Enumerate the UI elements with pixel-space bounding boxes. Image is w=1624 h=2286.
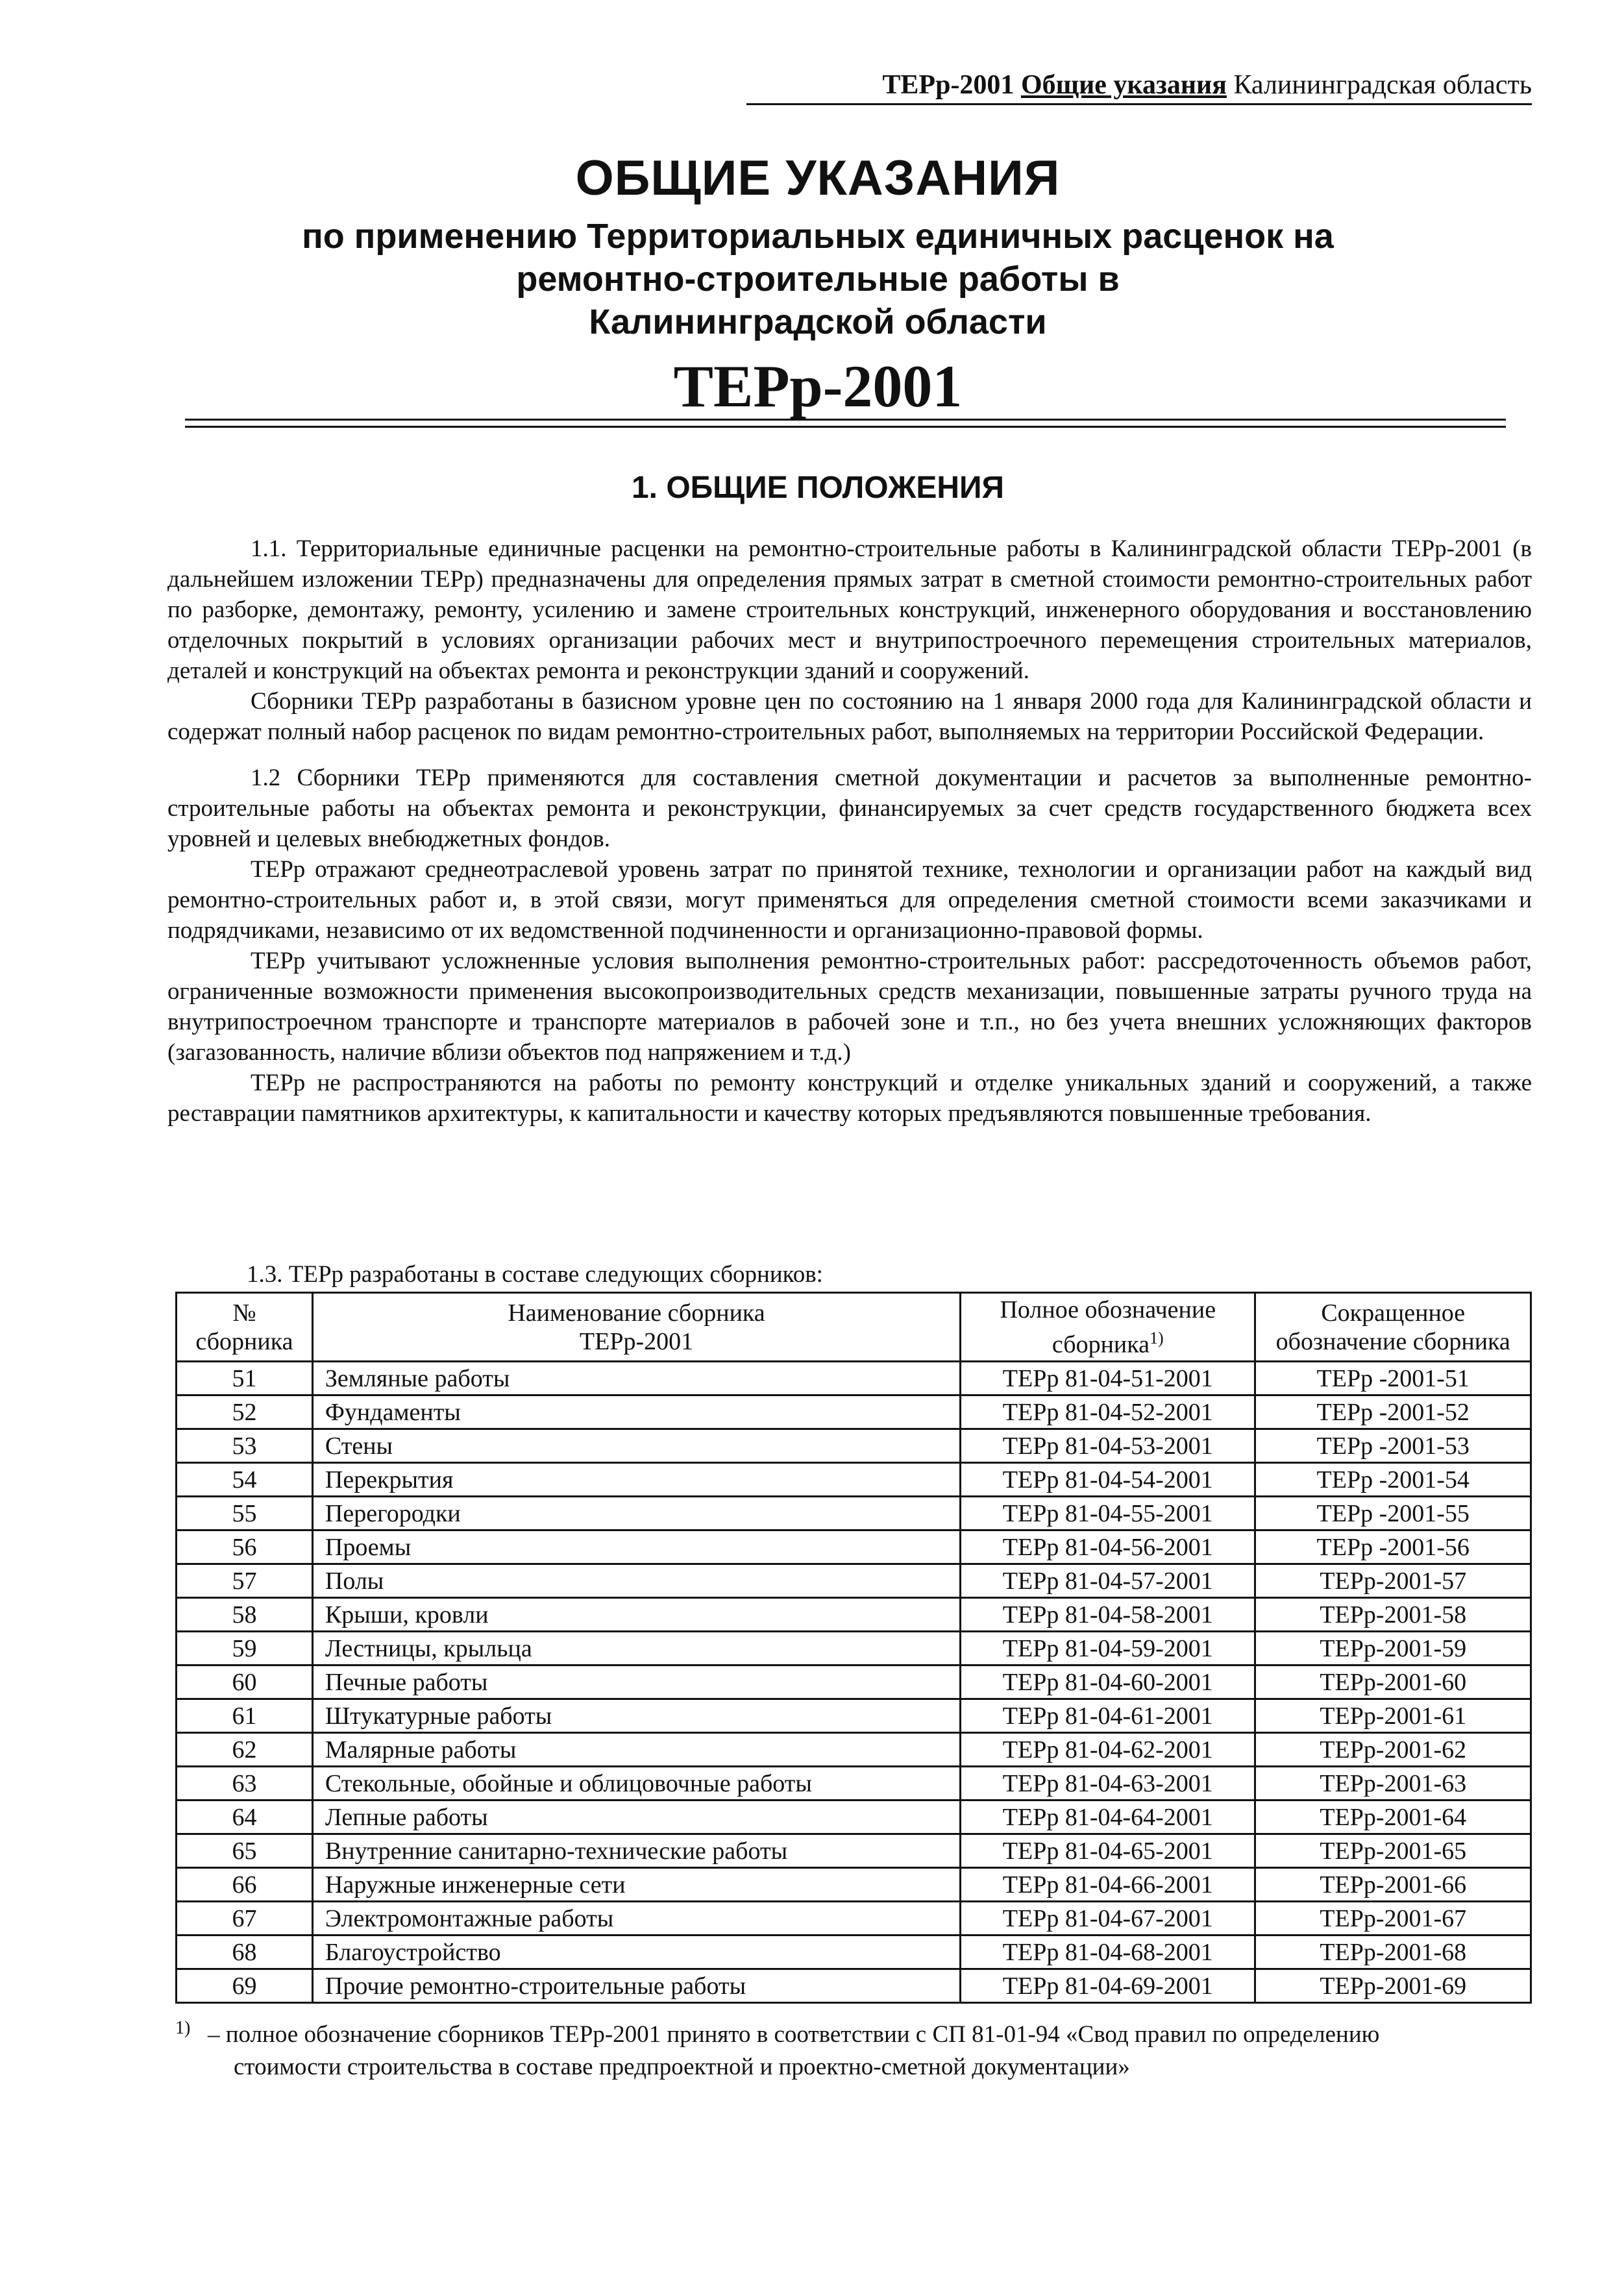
cell-name: Наружные инженерные сети — [312, 1867, 960, 1901]
cell-short-designation: ТЕРр-2001-62 — [1255, 1732, 1531, 1766]
cell-full-designation: ТЕРр 81-04-66-2001 — [961, 1867, 1255, 1901]
cell-full-designation: ТЕРр 81-04-60-2001 — [961, 1665, 1255, 1699]
table-row — [177, 1429, 1531, 1462]
cell-number: 52 — [177, 1395, 313, 1429]
cell-short-designation: ТЕРр -2001-55 — [1255, 1496, 1531, 1530]
cell-short-designation: ТЕРр-2001-69 — [1255, 1969, 1531, 2002]
cell-name: Перегородки — [312, 1496, 960, 1530]
cell-name: Фундаменты — [312, 1395, 960, 1429]
cell-name: Электромонтажные работы — [312, 1901, 960, 1935]
paragraph-1-1-b: Сборники ТЕРр разработаны в базисном уровне цен по состоянию на 1 января 2000 года для Калининградской области и содержат полный набор расценок по видам ремонтно-строительных работ, выполняемых на территории Российской Федерации. — [167, 688, 1532, 745]
cell-short-designation: ТЕРр-2001-61 — [1255, 1699, 1531, 1732]
cell-number: 66 — [177, 1867, 313, 1901]
document-code: ТЕРр-2001 — [673, 353, 963, 419]
table-row — [177, 1867, 1531, 1901]
table-row — [177, 1395, 1531, 1429]
table-row — [177, 1699, 1531, 1732]
cell-full-designation: ТЕРр 81-04-54-2001 — [961, 1462, 1255, 1496]
document-subtitle-line-2: ремонтно-строительные работы в — [516, 260, 1120, 299]
cell-number: 58 — [177, 1597, 313, 1631]
header-number: № сборника — [177, 1293, 313, 1362]
cell-full-designation: ТЕРр 81-04-55-2001 — [961, 1496, 1255, 1530]
table-row — [177, 1766, 1531, 1800]
table-row — [177, 1901, 1531, 1935]
paragraph-1-2-d: ТЕРр не распространяются на работы по ремонту конструкций и отделке уникальных зданий и сооружений, а также реставрации памятников архитектуры, к капитальности и качеству которых предъявляются повышенные требования. — [167, 1070, 1532, 1127]
document-title: ОБЩИЕ УКАЗАНИЯ — [575, 151, 1061, 206]
cell-short-designation: ТЕРр-2001-63 — [1255, 1766, 1531, 1800]
cell-number: 54 — [177, 1462, 313, 1496]
header-region: Калининградская область — [1233, 70, 1532, 100]
cell-name: Земляные работы — [312, 1361, 960, 1395]
footnote-mark: 1) — [175, 2018, 191, 2038]
cell-full-designation: ТЕРр 81-04-59-2001 — [961, 1631, 1255, 1665]
cell-name: Внутренние санитарно-технические работы — [312, 1834, 960, 1867]
footnote — [175, 2019, 1532, 2083]
cell-name: Лепные работы — [312, 1800, 960, 1834]
cell-full-designation: ТЕРр 81-04-65-2001 — [961, 1834, 1255, 1867]
cell-short-designation: ТЕРр -2001-52 — [1255, 1395, 1531, 1429]
cell-number: 61 — [177, 1699, 313, 1732]
cell-number: 63 — [177, 1766, 313, 1800]
table-row — [177, 1969, 1531, 2002]
paragraph-1-2: 1.2 Сборники ТЕРр применяются для составления сметной документации и расчетов за выполненные ремонтно-строительные работы на объектах ремонта и реконструкции, финансируемых за счет средств государственного бюджета всех уровней и целевых внебюджетных фондов. — [167, 765, 1532, 852]
cell-number: 60 — [177, 1665, 313, 1699]
cell-short-designation: ТЕРр -2001-54 — [1255, 1462, 1531, 1496]
cell-name: Штукатурные работы — [312, 1699, 960, 1732]
cell-full-designation: ТЕРр 81-04-69-2001 — [961, 1969, 1255, 2002]
cell-name: Лестницы, крыльца — [312, 1631, 960, 1665]
cell-number: 64 — [177, 1800, 313, 1834]
cell-full-designation: ТЕРр 81-04-64-2001 — [961, 1800, 1255, 1834]
cell-name: Стены — [312, 1429, 960, 1462]
cell-name: Прочие ремонтно-строительные работы — [312, 1969, 960, 2002]
table-row — [177, 1732, 1531, 1766]
cell-name: Печные работы — [312, 1665, 960, 1699]
cell-number: 62 — [177, 1732, 313, 1766]
table-row — [177, 1530, 1531, 1564]
collections-table — [175, 1292, 1532, 2004]
cell-number: 69 — [177, 1969, 313, 2002]
cell-full-designation: ТЕРр 81-04-58-2001 — [961, 1597, 1255, 1631]
table-row — [177, 1631, 1531, 1665]
document-subtitle-line-1: по применению Территориальных единичных расценок на — [302, 217, 1334, 256]
paragraph-1-2-c: ТЕРр учитывают усложненные условия выполнения ремонтно-строительных работ: рассредоточенность объемов работ, ограниченные возможности применения высокопроизводительных средств механизации, повышенные затраты ручного труда на внутрипостроечном транспорте и транспорте материалов в рабочей зоне и т.п., но без учета внешних усложняющих факторов (загазованность, наличие вблизи объектов под напряжением и т.д.) — [167, 948, 1532, 1066]
cell-number: 68 — [177, 1935, 313, 1969]
cell-full-designation: ТЕРр 81-04-62-2001 — [961, 1732, 1255, 1766]
paragraph-1-1: 1.1. Территориальные единичные расценки на ремонтно-строительные работы в Калининградской области ТЕРр-2001 (в дальнейшем изложении ТЕРр) предназначены для определения прямых затрат в сметной стоимости ремонтно-строительных работ по разборке, демонтажу, ремонту, усилению и замене строительных конструкций, инженерного оборудования и восстановлению отделочных покрытий в условиях организации рабочих мест и внутрипостроечного перемещения строительных материалов, деталей и конструкций на объектах ремонта и реконструкции зданий и сооружений. — [167, 535, 1532, 684]
cell-short-designation: ТЕРр-2001-65 — [1255, 1834, 1531, 1867]
cell-short-designation: ТЕРр -2001-51 — [1255, 1361, 1531, 1395]
cell-number: 67 — [177, 1901, 313, 1935]
cell-short-designation: ТЕРр -2001-53 — [1255, 1429, 1531, 1462]
table-row — [177, 1665, 1531, 1699]
cell-number: 57 — [177, 1564, 313, 1597]
paragraph-1-2-b: ТЕРр отражают среднеотраслевой уровень затрат по принятой технике, технологии и организации работ на каждый вид ремонтно-строительных работ и, в этой связи, могут применяться для определения сметной стоимости всеми заказчиками и подрядчиками, независимо от их ведомственной подчиненности и организационно-правовой формы. — [167, 856, 1532, 944]
table-row — [177, 1564, 1531, 1597]
cell-short-designation: ТЕРр -2001-56 — [1255, 1530, 1531, 1564]
cell-full-designation: ТЕРр 81-04-68-2001 — [961, 1935, 1255, 1969]
header-short-designation: Сокращенное обозначение сборника — [1255, 1293, 1531, 1362]
cell-short-designation: ТЕРр-2001-58 — [1255, 1597, 1531, 1631]
cell-name: Стекольные, обойные и облицовочные работы — [312, 1766, 960, 1800]
table-lead: 1.3. ТЕРр разработаны в составе следующих сборников: — [247, 1261, 823, 1288]
header-section: Общие указания — [1020, 70, 1227, 100]
header-full-designation: Полное обозначение сборника$^{1)}$ — [961, 1293, 1255, 1362]
table-row — [177, 1800, 1531, 1834]
cell-full-designation: ТЕРр 81-04-57-2001 — [961, 1564, 1255, 1597]
cell-short-designation: ТЕРр-2001-59 — [1255, 1631, 1531, 1665]
footnote-line-1: – полное обозначение сборников ТЕРр-2001 принято в соответствии с СП 81-01-94 «Свод правил по определению — [208, 2021, 1380, 2048]
cell-short-designation: ТЕРр-2001-57 — [1255, 1564, 1531, 1597]
cell-short-designation: ТЕРр-2001-66 — [1255, 1867, 1531, 1901]
table-row — [177, 1462, 1531, 1496]
footnote-ref: 1) — [1150, 1329, 1164, 1347]
cell-full-designation: ТЕРр 81-04-67-2001 — [961, 1901, 1255, 1935]
cell-name: Перекрытия — [312, 1462, 960, 1496]
cell-number: 56 — [177, 1530, 313, 1564]
cell-name: Проемы — [312, 1530, 960, 1564]
cell-number: 65 — [177, 1834, 313, 1867]
cell-full-designation: ТЕРр 81-04-56-2001 — [961, 1530, 1255, 1564]
cell-name: Крыши, кровли — [312, 1597, 960, 1631]
running-header — [746, 68, 1532, 105]
title-divider — [185, 419, 1506, 428]
cell-full-designation: ТЕРр 81-04-52-2001 — [961, 1395, 1255, 1429]
table-row — [177, 1361, 1531, 1395]
cell-number: 59 — [177, 1631, 313, 1665]
cell-full-designation: ТЕРр 81-04-61-2001 — [961, 1699, 1255, 1732]
cell-name: Благоустройство — [312, 1935, 960, 1969]
section-body — [167, 534, 1532, 1129]
table-row — [177, 1935, 1531, 1969]
table-row — [177, 1496, 1531, 1530]
cell-short-designation: ТЕРр-2001-60 — [1255, 1665, 1531, 1699]
cell-number: 55 — [177, 1496, 313, 1530]
cell-name: Полы — [312, 1564, 960, 1597]
cell-number: 51 — [177, 1361, 313, 1395]
cell-short-designation: ТЕРр-2001-68 — [1255, 1935, 1531, 1969]
document-title-block — [169, 146, 1467, 343]
cell-short-designation: ТЕРр-2001-64 — [1255, 1800, 1531, 1834]
header-name: Наименование сборника ТЕРр-2001 — [312, 1293, 960, 1362]
document-subtitle-line-3: Калининградской области — [589, 302, 1047, 341]
cell-number: 53 — [177, 1429, 313, 1462]
section-heading: 1. ОБЩИЕ ПОЛОЖЕНИЯ — [631, 471, 1005, 505]
cell-full-designation: ТЕРр 81-04-53-2001 — [961, 1429, 1255, 1462]
header-code: ТЕРр-2001 — [882, 70, 1015, 100]
table-header-row — [177, 1293, 1531, 1362]
table-row — [177, 1834, 1531, 1867]
table-row — [177, 1597, 1531, 1631]
footnote-line-2: стоимости строительства в составе предпроектной и проектно-сметной документации» — [234, 2054, 1130, 2080]
cell-full-designation: ТЕРр 81-04-51-2001 — [961, 1361, 1255, 1395]
cell-short-designation: ТЕРр-2001-67 — [1255, 1901, 1531, 1935]
cell-name: Малярные работы — [312, 1732, 960, 1766]
cell-full-designation: ТЕРр 81-04-63-2001 — [961, 1766, 1255, 1800]
